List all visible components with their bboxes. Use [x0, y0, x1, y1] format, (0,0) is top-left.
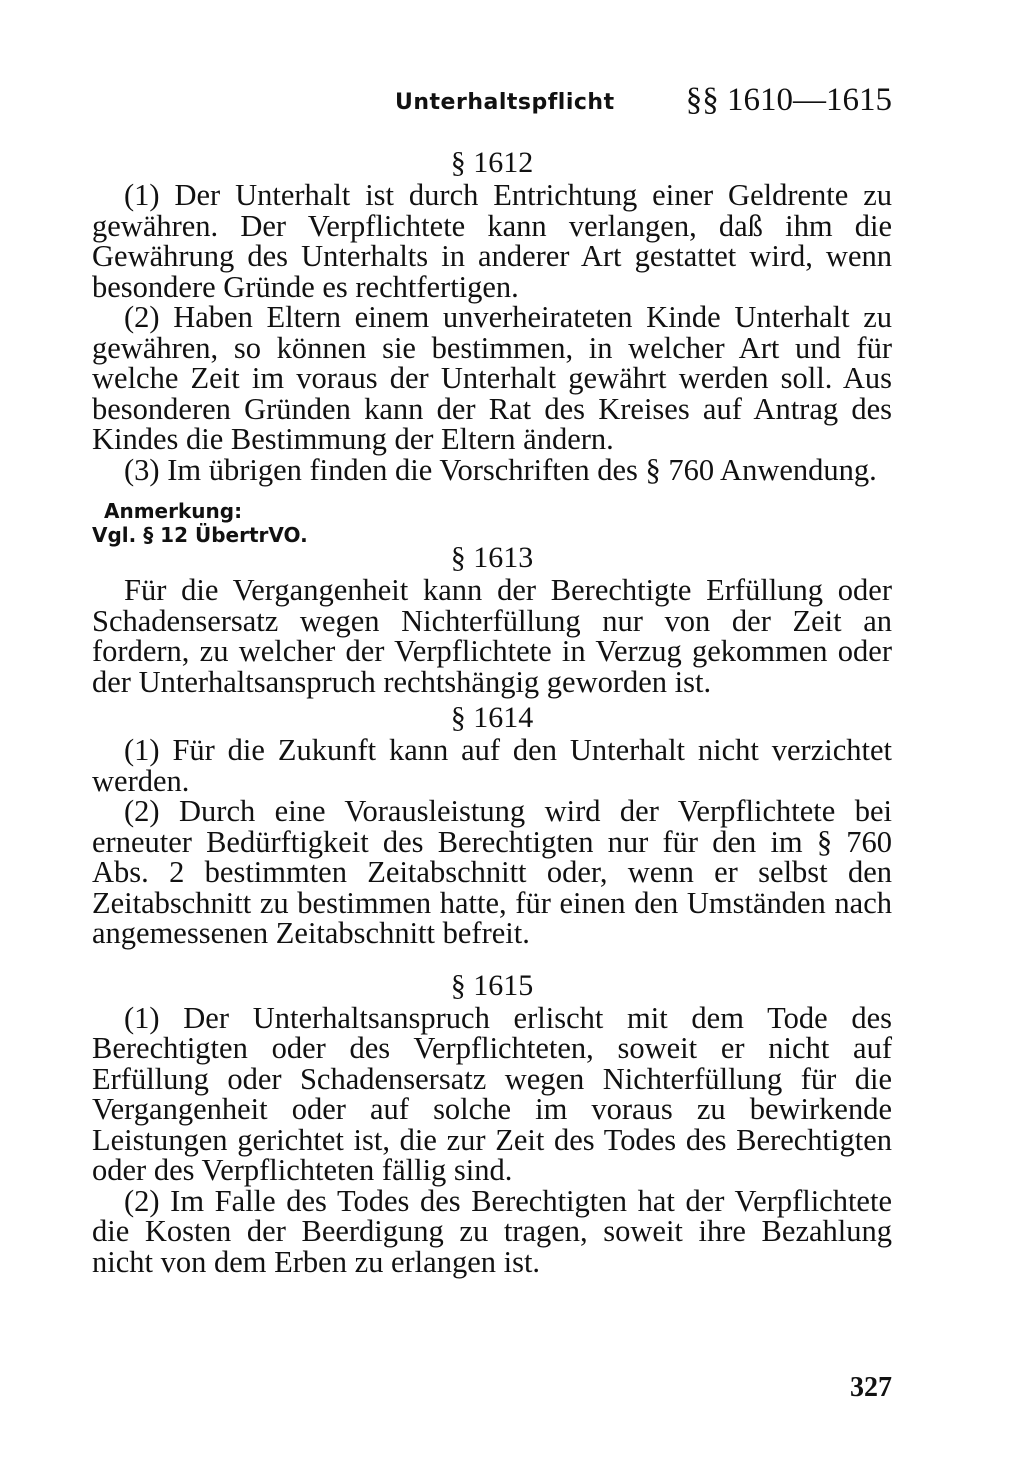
section-1613: [92, 541, 892, 697]
section-heading: § 1612: [450, 146, 534, 179]
section-1612: [92, 146, 892, 547]
book-page: [92, 82, 892, 1277]
running-head: Unterhaltspflicht: [395, 90, 615, 115]
paragraph: (2) Im Falle des Todes des Berechtigten hat der Verpflichtete die Kosten der Beerdigung zu tragen, soweit ihre Bezahlung nicht von dem Erben zu erlangen ist.: [92, 1183, 892, 1279]
page-header: [92, 82, 892, 132]
paragraph: (1) Für die Zukunft kann auf den Unterhalt nicht verzichtet werden.: [92, 733, 892, 798]
paragraph: Für die Vergangenheit kann der Berechtigte Erfüllung oder Schadensersatz wegen Nichterfüllung nur von der Zeit an fordern, zu welcher der Verpflichtete in Verzug gekommen oder der Unterhaltsanspruch rechtshängig geworden ist.: [92, 573, 892, 699]
page-number: 327: [850, 1372, 892, 1403]
paragraph: (2) Durch eine Vorausleistung wird der Verpflichtete bei erneuter Bedürftigkeit des Berechtigten nur für den im § 760 Abs. 2 bestimmten Zeitabschnitt oder, wenn er selbst den Zeitabschnitt zu bestimmen hatte, für einen den Umständen nach angemessenen Zeitabschnitt befreit.: [92, 794, 892, 950]
section-heading: § 1615: [450, 968, 534, 1002]
section-heading: § 1613: [450, 541, 534, 574]
section-1614: [92, 701, 892, 949]
paragraph: (1) Der Unterhalt ist durch Entrichtung einer Geldrente zu gewähren. Der Verpflichtete kann verlangen, daß ihm die Gewährung des Unterhalts in anderer Art gestattet wird, wenn besondere Gründe es rechtfertigen.: [92, 178, 892, 304]
paragraph: (3) Im übrigen finden die Vorschriften des § 760 Anwendung.: [124, 452, 877, 487]
section-heading: § 1614: [450, 701, 534, 734]
paragraph: (1) Der Unterhaltsanspruch erlischt mit dem Tode des Berechtigten oder des Verpflichteten, soweit er nicht auf Erfüllung oder Schadensersatz wegen Nichterfüllung für die Vergangenheit oder auf solche im voraus zu bewirkende Leistungen gerichtet ist, die zur Zeit des Todes des Berechtigten oder des Verpflichteten fällig sind.: [92, 1000, 892, 1187]
section-1615: [92, 969, 892, 1278]
paragraph: (2) Haben Eltern einem unverheirateten Kinde Unterhalt zu gewähren, so können sie bestimmen, in welcher Art und für welche Zeit im voraus der Unterhalt gewährt werden soll. Aus besonderen Gründen kann der Rat des Kreises auf Antrag des Kindes die Bestimmung der Eltern ändern.: [92, 300, 892, 456]
note-label: Anmerkung:: [104, 499, 243, 523]
section-range: §§ 1610—1615: [685, 82, 892, 118]
note-text: Vgl. § 12 ÜbertrVO.: [92, 523, 308, 547]
